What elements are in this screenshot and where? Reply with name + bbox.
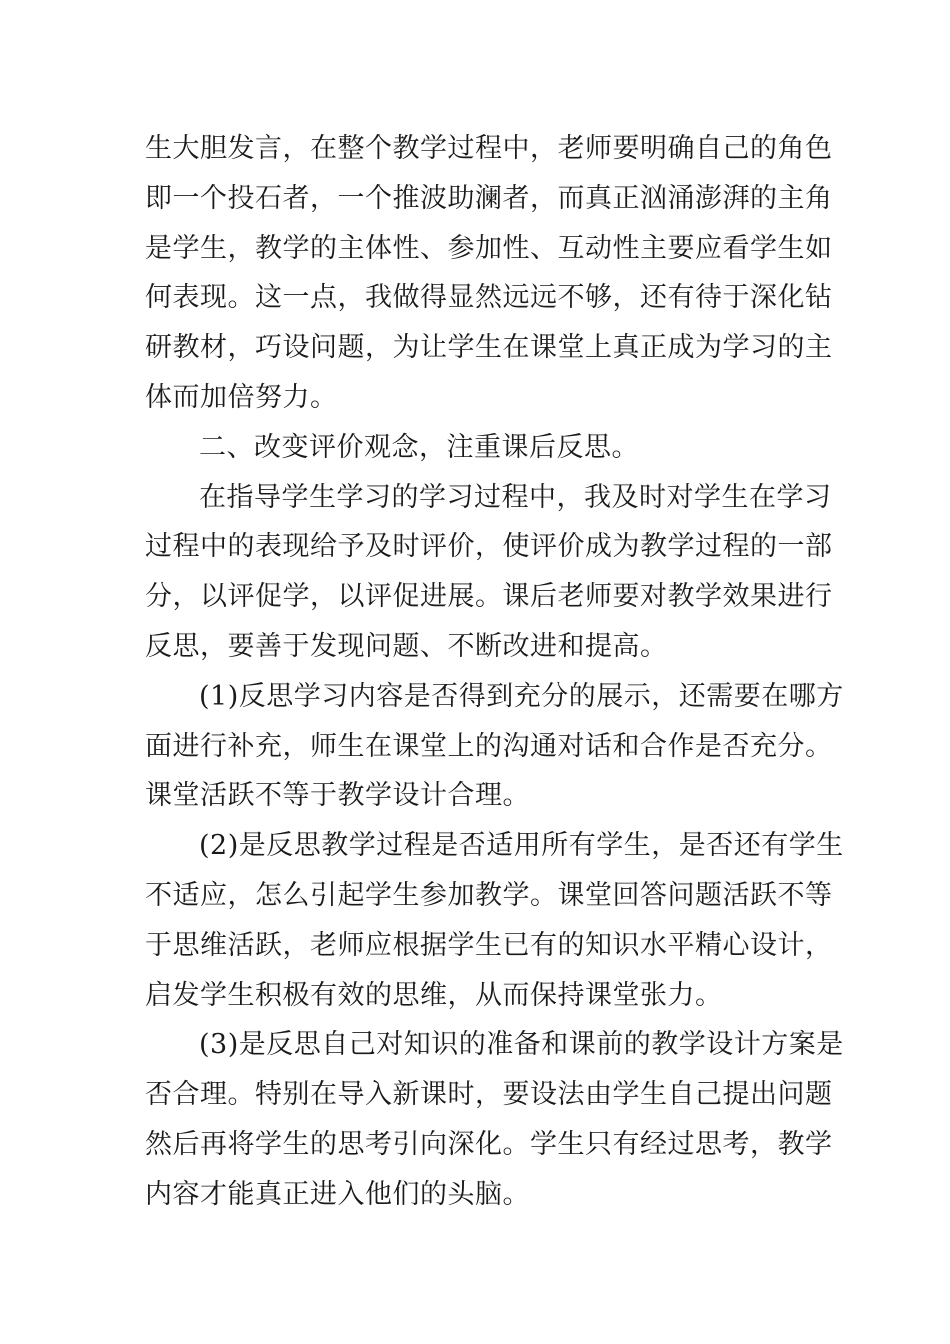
text-line: 过程中的表现给予及时评价，使评价成为教学过程的一部 (145, 531, 833, 563)
text-line: 即一个投石者，一个推波助澜者，而真正汹涌澎湃的主角 (145, 182, 833, 214)
text-line: 否合理。特别在导入新课时，要设法由学生自己提出问题 (145, 1079, 833, 1111)
text-line: 是学生，教学的主体性、参加性、互动性主要应看学生如 (145, 232, 833, 264)
list-item-3: (3)是反思自己对知识的准备和课前的教学设计方案是 (199, 1029, 844, 1061)
text-line: 于思维活跃，老师应根据学生已有的知识水平精心设计， (145, 929, 833, 961)
text-line: 研教材，巧设问题，为让学生在课堂上真正成为学习的主 (145, 332, 833, 364)
text-line: 何表现。这一点，我做得显然远远不够，还有待于深化钻 (145, 282, 833, 314)
text-line: 在指导学生学习的学习过程中，我及时对学生在学习 (199, 481, 832, 513)
text-line: 启发学生积极有效的思维，从而保持课堂张力。 (145, 979, 723, 1011)
text-line: 然后再将学生的思考引向深化。学生只有经过思考，教学 (145, 1128, 833, 1160)
list-item-2: (2)是反思教学过程是否适用所有学生，是否还有学生 (199, 830, 844, 862)
text-line: 内容才能真正进入他们的头脑。 (145, 1178, 530, 1210)
document-body (145, 124, 844, 1220)
text-line: 课堂活跃不等于教学设计合理。 (145, 780, 530, 812)
text-line: 不适应，怎么引起学生参加教学。课堂回答问题活跃不等 (145, 879, 833, 911)
text-line: 面进行补充，师生在课堂上的沟通对话和合作是否充分。 (145, 730, 833, 762)
section-heading: 二、改变评价观念，注重课后反思。 (199, 431, 639, 463)
text-line: 分，以评促学，以评促进展。课后老师要对教学效果进行 (145, 581, 833, 613)
text-line: 体而加倍努力。 (145, 381, 338, 413)
text-line: 生大胆发言，在整个教学过程中，老师要明确自己的角色 (145, 133, 833, 164)
list-item-1: (1)反思学习内容是否得到充分的展示，还需要在哪方 (199, 680, 844, 712)
text-line: 反思，要善于发现问题、不断改进和提高。 (145, 630, 668, 662)
